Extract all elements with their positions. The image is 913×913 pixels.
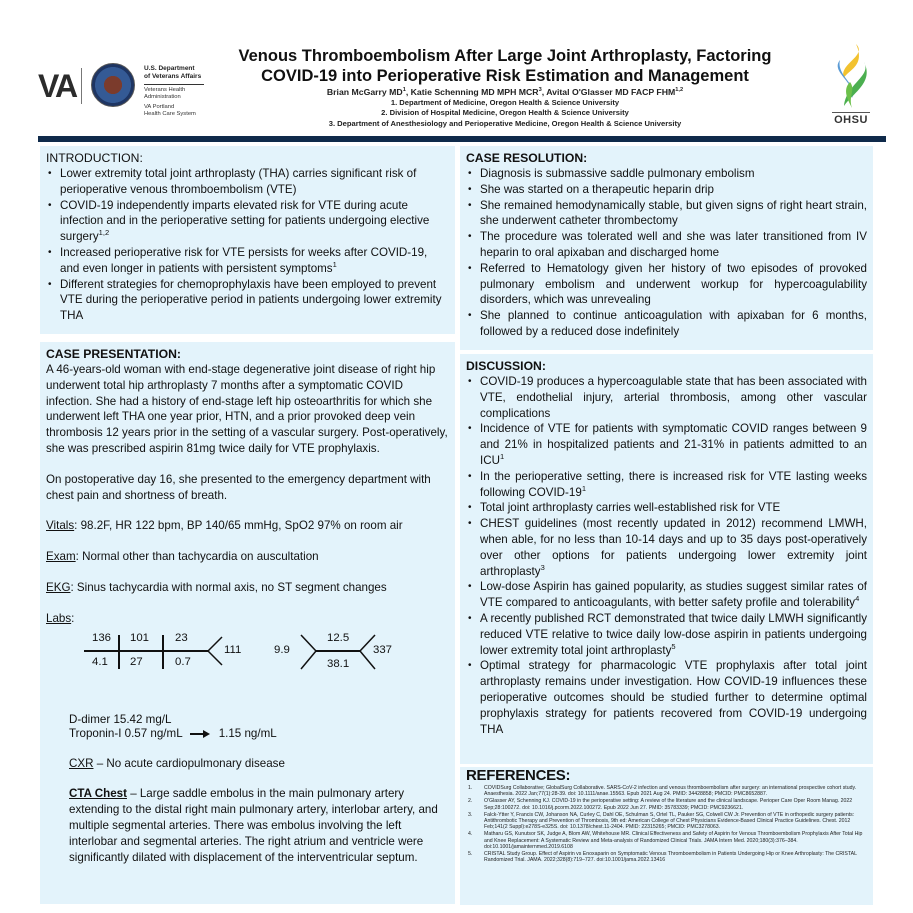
case-resolution-bullet: • She was started on a therapeutic heparin drip	[466, 182, 867, 198]
ekg-value: : Sinus tachycardia with normal axis, no ST segment changes	[70, 580, 387, 594]
labs-line: Labs:	[46, 611, 75, 625]
introduction-bullet: • COVID-19 independently imparts elevated risk for VTE during acute infection and in the perioperative setting for patients undergoing elective surgery$^{1,2}$	[46, 198, 449, 245]
reference-number: 1.	[468, 785, 473, 791]
citation-superscript: 4	[855, 594, 860, 604]
affiliation: 1. Department of Medicine, Oregon Health & Science University	[390, 98, 620, 107]
lab-hemoglobin: 12.5	[327, 631, 350, 644]
reference-item	[466, 812, 867, 831]
case-presentation-heading: CASE PRESENTATION:	[46, 347, 181, 361]
introduction-bullet: • Lower extremity total joint arthroplasty (THA) carries significant risk of perioperative venous thromboembolism (VTE)	[46, 166, 449, 198]
case-history-paragraph: A 46-years-old woman with end-stage degenerative joint disease of right hip underwent total hip arthroplasty 7 months after a symptomatic COVID infection. She had a history of end-stage left hip osteoarthritis for which she underwent left THA one year prior, HTN, and a prior provoked deep vein thrombosis 12 years prior in the setting of a vascular surgery. Post-operatively, she was prescribed aspirin 81mg twice daily for VTE prophylaxis.	[46, 363, 448, 455]
author-name: Avital O'Glasser MD FACP FHM	[546, 87, 676, 97]
reference-text: COVIDSurg Collaborative; GlobalSurg Collaborative. SARS-CoV-2 infection and venous thromboembolism after surgery: an international prospective cohort study. Anaesthesia. 2022 Jan;77(1):28-39. doi: 10.1111/anae.15563. Epub 2021 Aug 24. PMID: 34428858; PMCID: PMC8652887.	[484, 785, 857, 798]
affiliation: 2. Division of Hospital Medicine, Oregon Health & Science University	[381, 108, 629, 118]
case-presentation-panel	[40, 342, 455, 904]
va-logo	[38, 62, 218, 132]
discussion-heading: DISCUSSION:	[466, 359, 546, 373]
exam-label: Exam	[46, 550, 76, 564]
troponin-repeat: 1.15 ng/mL	[218, 726, 277, 740]
references-panel	[460, 767, 873, 905]
discussion-list	[466, 374, 867, 737]
cxr-line	[69, 756, 449, 772]
va-dept-line2: of Veterans Affairs	[144, 73, 202, 80]
cxr-label: CXR	[69, 756, 94, 770]
discussion-bullet: • CHEST guidelines (most recently updated in 2012) recommend LMWH, when able, for no less than 10-14 days and up to 35 days post-operatively over other options for patients undergoing lower extremity joint arthroplasty$^3$	[466, 516, 867, 579]
references-heading: REFERENCES:	[466, 767, 571, 784]
reference-item	[466, 798, 867, 811]
lab-wbc: 9.9	[274, 643, 290, 656]
reference-number: 4.	[468, 831, 473, 838]
troponin-line	[69, 727, 449, 741]
discussion-bullet: • A recently published RCT demonstrated that twice daily LMWH significantly reduced VTE relative to twice daily low-dose aspirin in patients undergoing lower extremity total joint arthroplasty$^5$	[466, 611, 867, 658]
header-divider-bar	[38, 136, 886, 142]
author-affiliation-superscript: 3	[538, 87, 542, 94]
ohsu-flame-icon	[826, 42, 876, 112]
discussion-bullet: • COVID-19 produces a hypercoagulable state that has been associated with VTE, endothelial injury, arterial thrombosis, among other vascular complications	[466, 374, 867, 421]
cta-paragraph	[69, 786, 449, 865]
lab-creatinine: 0.7	[175, 655, 191, 668]
ohsu-logo	[826, 42, 876, 132]
ohsu-rule	[832, 112, 870, 113]
cbc-left-fork-top	[301, 635, 316, 651]
lab-hematocrit: 38.1	[327, 657, 350, 670]
va-dept-line1: U.S. Department	[144, 65, 195, 72]
va-sub-line4: Health Care System	[144, 111, 196, 117]
citation-superscript: 3	[540, 562, 545, 572]
ohsu-wordmark: OHSU	[834, 114, 868, 126]
introduction-bullet: • Different strategies for chemoprophylaxis have been employed to prevent VTE during the perioperative period in patients undergoing lower extremity THA	[46, 277, 449, 324]
introduction-heading: INTRODUCTION:	[46, 151, 143, 165]
case-resolution-heading: CASE RESOLUTION:	[466, 151, 588, 165]
lab-potassium: 4.1	[92, 655, 108, 668]
case-resolution-bullet: • She remained hemodynamically stable, but given signs of right heart strain, she underwent catheter thrombectomy	[466, 198, 867, 230]
va-wordmark: VA	[38, 68, 77, 104]
poster-title	[200, 46, 810, 86]
reference-text: Matharu GS, Kunutsor SK, Judge A, Blom AW, Whitehouse MR. Clinical Effectiveness and Safety of Aspirin for Venous Thromboembolism Prophylaxis After Total Hip and Knee Replacement: A Systematic Review and Meta-analysis of Randomized Clinical Trials. JAMA Intern Med. 2020;180(3):376–384. doi:10.1001/jamainternmed.2019.6108	[484, 831, 863, 851]
arrow-right-icon	[189, 730, 211, 738]
cta-value: – Large saddle embolus in the main pulmonary artery extending to the distal right main pulmonary artery, interlobar artery, and multiple segmental arteries. There was embolus involving the left interlobar and segmental arteries. The right atrium and ventricle were significantly dilated with displacement of the interventricular septum.	[69, 787, 438, 864]
title-line-2: COVID-19 into Perioperative Risk Estimation and Management	[261, 67, 749, 85]
discussion-bullet: • Incidence of VTE for patients with symptomatic COVID ranges between 9 and 21% in hospitalized patients and 21-31% in patients admitted to an ICU$^1$	[466, 421, 867, 468]
va-dept-rule	[144, 84, 204, 85]
troponin-initial: Troponin-I 0.57 ng/mL	[69, 726, 183, 740]
vitals-value: : 98.2F, HR 122 bpm, BP 140/65 mmHg, SpO2 97% on room air	[74, 519, 403, 533]
author-affiliation-superscript: 1,2	[675, 87, 684, 94]
cta-label: CTA Chest	[69, 787, 127, 801]
vitals-line	[46, 518, 449, 534]
ekg-line	[46, 580, 449, 596]
exam-line	[46, 549, 449, 565]
author-name: Katie Schenning MD MPH MCR	[410, 87, 539, 97]
bmp-fork-top	[208, 637, 222, 651]
author-list: Brian McGarry $MD^1$, Katie Schenning MD MPH MCR$^3$, Avital O'Glasser MD FACP FHM$^{1,2}$	[326, 87, 684, 97]
discussion-bullet: • Low-dose Aspirin has gained popularity, as studies suggest similar rates of VTE compared to anticoagulants, with better safety profile and tolerability$^4$	[466, 579, 867, 611]
lab-chloride: 101	[130, 631, 150, 644]
citation-superscript: 1	[499, 452, 505, 462]
case-presentation-paragraph: On postoperative day 16, she presented to the emergency department with chest pain and shortness of breath.	[46, 472, 431, 502]
introduction-panel	[40, 146, 455, 334]
vitals-label: Vitals	[46, 519, 75, 533]
va-logo-divider	[81, 68, 82, 104]
discussion-panel	[460, 354, 873, 764]
bmp-fork-bottom	[208, 651, 222, 665]
discussion-bullet: • In the perioperative setting, there is increased risk for VTE lasting weeks following COVID-$19^1$	[466, 469, 867, 501]
va-sub-line3: VA Portland	[144, 104, 175, 110]
ekg-label: EKG	[46, 580, 71, 594]
reference-number: 2.	[468, 798, 473, 805]
cbc-left-fork-bottom	[301, 651, 316, 669]
cxr-value: – No acute cardiopulmonary disease	[93, 756, 285, 770]
labs-label: Labs	[46, 611, 72, 625]
lab-bun: 23	[175, 631, 188, 644]
citation-superscript: 1,2	[98, 228, 110, 238]
reference-text: CRISTAL Study Group. Effect of Aspirin vs Enoxaparin on Symptomatic Venous Thromboembolism in Patients Undergoing Hip or Knee Arthroplasty: The CRISTAL Randomized Trial. JAMA. 2022;328(8):719–727. doi:10.1001/jama.2022.13416	[484, 851, 857, 864]
discussion-bullet: • Optimal strategy for pharmacologic VTE prophylaxis after total joint arthroplasty remains under investigation. How COVID-19 influences these perioperative outcomes should be studied further to determine optimal prophylaxis strategy for patients recovered from COVID-19 undergoing THA	[466, 658, 867, 737]
lab-platelets: 337	[373, 643, 393, 656]
discussion-bullet: • Total joint arthroplasty carries well-established risk for VTE	[466, 500, 867, 516]
citation-superscript: 5	[671, 641, 676, 651]
citation-superscript: 1	[581, 483, 587, 493]
reference-item	[466, 851, 867, 864]
author-name: Brian McGarry MD	[326, 87, 403, 97]
poster-header	[0, 0, 913, 141]
labs-diagram	[46, 629, 449, 687]
author-affiliation-superscript: 1	[402, 87, 406, 94]
case-resolution-bullet: • She planned to continue anticoagulation with apixaban for 6 months, followed by a reduced dose indefinitely	[466, 308, 867, 340]
introduction-bullet: • Increased perioperative risk for VTE persists for weeks after COVID-19, and even longer in patients with persistent symptoms$^1$	[46, 245, 449, 277]
va-sub-line1: Veterans Health	[144, 87, 186, 93]
case-resolution-list	[466, 166, 867, 340]
va-sub-line2: Administration	[144, 94, 181, 100]
lab-glucose: 111	[224, 643, 242, 656]
case-resolution-bullet: • Diagnosis is submassive saddle pulmonary embolism	[466, 166, 867, 182]
lab-sodium: 136	[92, 631, 112, 644]
case-resolution-panel	[460, 146, 873, 350]
case-resolution-bullet: • The procedure was tolerated well and she was later transitioned from IV heparin to oral apixaban and discharged home	[466, 229, 867, 261]
affiliation-list	[200, 98, 810, 129]
affiliation: 3. Department of Anesthesiology and Perioperative Medicine, Oregon Health & Science University	[328, 118, 682, 128]
exam-value: : Normal other than tachycardia on auscultation	[75, 550, 319, 564]
reference-item	[466, 785, 867, 798]
ddimer-line: D-dimer 15.42 mg/L	[69, 712, 172, 726]
citation-superscript: 1	[332, 259, 337, 269]
introduction-list	[46, 166, 449, 324]
reference-number: 3.	[468, 811, 473, 818]
title-line-1: Venous Thromboembolism After Large Joint Arthroplasty, Factoring	[238, 47, 772, 65]
case-resolution-bullet: • Referred to Hematology given her history of two episodes of provoked pulmonary embolism and underwent workup for hypercoagulability disorders, which was unrevealing	[466, 261, 867, 308]
va-seal-icon	[91, 63, 135, 107]
title-block	[200, 46, 810, 129]
reference-text: Falck-Ytter Y, Francis CW, Johanson NA, Curley C, Dahl OE, Schulman S, Ortel TL, Pauker SG, Colwell CW Jr. Prevention of VTE in orthopedic surgery patients: Antithrombotic Therapy and Prevention of Thrombosis, 9th ed: American College of Chest Physicians Evidence-Based Clinical Practice Guidelines. Chest. 2012 Feb;141(2 Suppl):e278S-e325S. doi: 10.1378/chest.11-2404. PMID: 22315265; PMCID: PMC3278063.	[484, 811, 855, 831]
reference-number: 5.	[468, 851, 473, 858]
reference-item	[466, 831, 867, 850]
references-list	[466, 785, 867, 864]
lab-bicarbonate: 27	[130, 655, 143, 668]
reference-text: O'Glasser AY, Schenning KJ. COVID-19 in the perioperative setting: A review of the literature and the clinical landscape. Perioper Care Oper Room Manag. 2022 Sep;28:100272. doi: 10.1016/j.pcorm.2022.100272. Epub 2022 Jun 27. PMID: 35783339; PMCID: PMC9236621.	[484, 798, 853, 811]
